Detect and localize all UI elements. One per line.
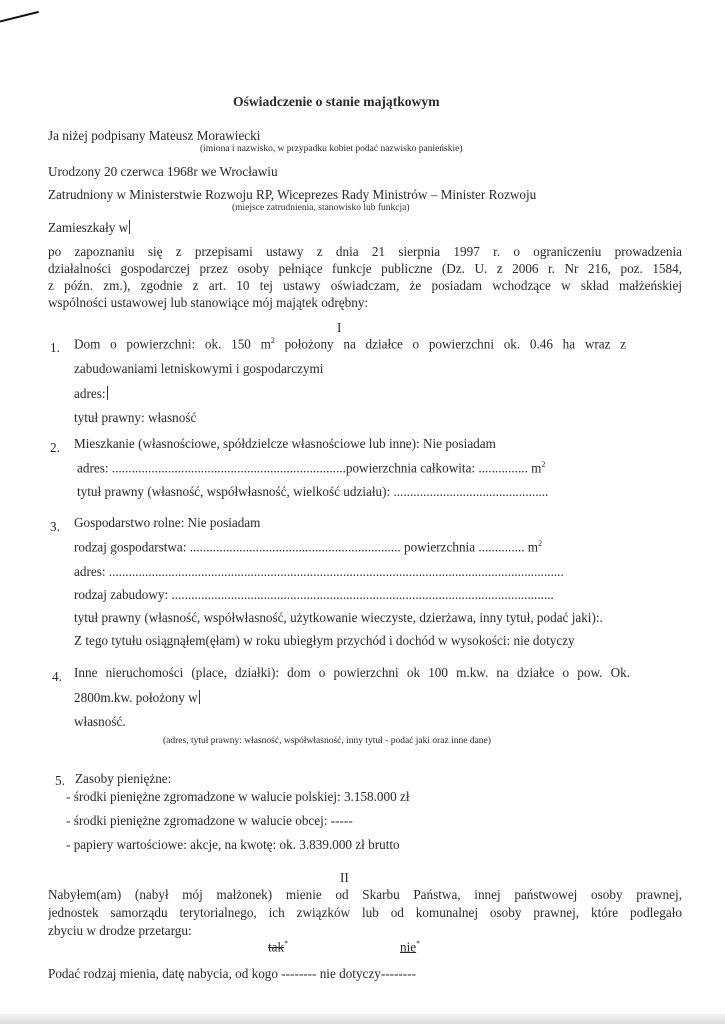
item-2-line-3: tytuł prawny (własność, współwłasność, wielkość udziału): ...............................................	[77, 484, 549, 499]
item-2-line-2: adres: .......................................................................powierzchnia całkowita: ............... $m^2$	[77, 460, 546, 476]
section-2-line-1: Nabyłem(am) (nabył mój małżonek) mienie od Skarbu Państwa, innej państwowej osoby prawnej,	[48, 887, 682, 902]
employment-note: (miejsce zatrudnienia, stanowisko lub funkcja)	[232, 203, 410, 213]
section-2-footer: Podać rodzaj mienia, datę nabycia, od kogo -------- nie dotyczy--------	[48, 966, 416, 981]
item-1-address: adres:	[74, 386, 106, 401]
item-1-number: 1.	[50, 340, 60, 355]
section-1-numeral: I	[337, 320, 342, 335]
scan-corner-mark	[0, 11, 39, 24]
section-2-line-3: zbyciu w drodze przetargu:	[48, 923, 192, 938]
item-5-number: 5.	[55, 773, 65, 788]
residence-line: Zamieszkały w	[48, 220, 129, 235]
item-1-title: tytuł prawny: własność	[74, 410, 197, 425]
text-cursor	[199, 690, 200, 704]
item-1-line-2: zabudowaniami letniskowymi i gospodarczymi	[74, 361, 324, 376]
declarant-line: Ja niżej podpisany Mateusz Morawiecki	[48, 128, 261, 143]
option-yes: tak*	[268, 939, 289, 955]
section-2-numeral: II	[340, 870, 349, 885]
item-2-line-1: Mieszkanie (własnościowe, spółdzielcze własnościowe lub inne): Nie posiadam	[74, 436, 496, 451]
employment-line: Zatrudniony w Ministerstwie Rozwoju RP, Wiceprezes Rady Ministrów – Minister Rozwoju	[48, 187, 537, 202]
item-3-line-3: adres: ..........................................................................................................................................	[74, 564, 564, 579]
intro-line-3: z późn. zm.), zgodnie z art. 10 tej ustawy oświadczam, że posiadam wchodzące w skład małżeńskiej	[48, 278, 682, 293]
section-2-line-2: jednostek samorządu terytorialnego, ich związków lub od komunalnej osoby prawnej, które podlegało	[48, 905, 682, 920]
item-3-line-1: Gospodarstwo rolne: Nie posiadam	[74, 515, 261, 530]
text-cursor	[129, 220, 130, 234]
item-1-line-1: Dom o powierzchni: ok. 150 $m^2$ położony na działce o powierzchni ok. 0.46 ha wraz z	[74, 336, 626, 352]
list-item: - środki pieniężne zgromadzone w walucie polskiej: 3.158.000 zł	[66, 789, 410, 804]
declarant-note: (imiona i nazwisko, w przypadku kobiet podać nazwisko panieńskie)	[200, 144, 463, 154]
item-4-line-3: własność.	[74, 714, 126, 729]
text-cursor	[107, 386, 108, 400]
item-3-line-2: rodzaj gospodarstwa: ................................................................ powierzchnia .............. $m^2$	[74, 539, 543, 555]
item-5-heading: Zasoby pieniężne:	[75, 771, 172, 786]
item-3-line-6: Z tego tytułu osiągnąłem(ęłam) w roku ubiegłym przychód i dochód w wysokości: nie dotyczy	[74, 633, 575, 648]
intro-line-1: po zapoznaniu się z przepisami ustawy z dnia 21 sierpnia 1997 r. o ograniczeniu prowadzenia	[48, 244, 682, 259]
item-4-note: (adres, tytuł prawny: własność, współwłasność, inny tytuł - podać jaki oraz inne dane)	[163, 736, 491, 746]
option-no: nie*	[400, 939, 421, 955]
item-3-number: 3.	[50, 519, 60, 534]
scan-bottom-edge	[0, 1014, 725, 1024]
item-2-number: 2.	[50, 440, 60, 455]
intro-line-4: wspólności ustawowej lub stanowiące mój majątek odrębny:	[48, 295, 369, 310]
item-4-line-2: 2800m.kw. położony w	[74, 690, 198, 705]
document-title: Oświadczenie o stanie majątkowym	[233, 94, 440, 109]
born-line: Urodzony 20 czerwca 1968r we Wrocławiu	[48, 164, 278, 179]
item-3-line-5: tytuł prawny (własność, współwłasność, użytkowanie wieczyste, dzierżawa, inny tytuł, podać jaki):.	[74, 610, 603, 625]
item-4-line-1: Inne nieruchomości (place, działki): dom o powierzchni ok 100 m.kw. na działce o pow. Ok.	[74, 665, 630, 680]
item-3-line-4: rodzaj zabudowy: ....................................................................................................................	[74, 587, 554, 602]
list-item: - środki pieniężne zgromadzone w walucie obcej: -----	[66, 813, 353, 828]
list-item: - papiery wartościowe: akcje, na kwotę: ok. 3.839.000 zł brutto	[66, 837, 400, 852]
item-4-number: 4.	[52, 669, 62, 684]
intro-line-2: działalności gospodarczej przez osoby pełniące funkcje publiczne (Dz. U. z 2006 r. Nr 216, poz. 1584,	[48, 261, 682, 276]
